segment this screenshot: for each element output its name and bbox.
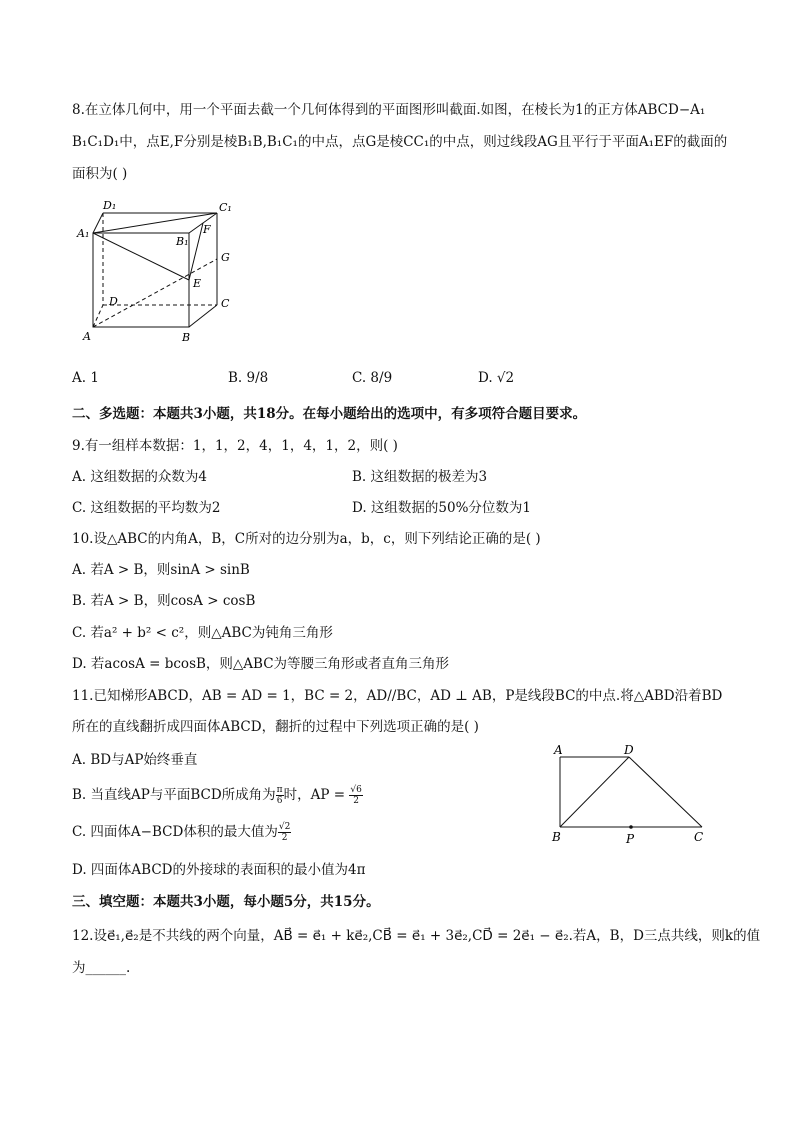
q9-stem: 9.有一组样本数据：1，1，2，4，1，4，1，2，则( ) <box>72 438 398 454</box>
fraction-pi-6: $\frac{\pi}{6}$ <box>276 785 283 806</box>
trap-label-P: P <box>626 832 635 846</box>
q9-option-b: B. 这组数据的极差为3 <box>352 469 488 485</box>
trap-label-B: B <box>552 830 561 844</box>
q10-option-a: A. 若A > B，则sinA > sinB <box>72 562 250 578</box>
q9-option-c: C. 这组数据的平均数为2 <box>72 500 221 516</box>
q11-option-b-mid: 时，AP = <box>283 787 346 803</box>
q10-option-b: B. 若A > B，则cosA > cosB <box>72 593 256 609</box>
q9-option-d: D. 这组数据的50%分位数为1 <box>352 500 532 516</box>
q11-stem-1: 11.已知梯形ABCD，AB = AD = 1，BC = 2，AD//BC，AD ⊥ AB，P是线段BC的中点.将△ABD沿着BD <box>72 688 723 704</box>
q8-line-2: B₁C₁D₁中，点E,F分别是棱B₁B,B₁C₁的中点，点G是棱CC₁的中点，则过线段AG且平行于平面A₁EF的截面的 <box>72 134 728 150</box>
q11-option-c <box>72 822 291 843</box>
q8-option-b: B. 9/8 <box>228 370 269 386</box>
label-G: G <box>221 251 230 264</box>
q10-option-d: D. 若acosA = bcosB，则△ABC为等腰三角形或者直角三角形 <box>72 656 450 672</box>
q11-option-b-text: B. 当直线AP与平面BCD所成角为 <box>72 787 276 803</box>
q11-stem-2: 所在的直线翻折成四面体ABCD，翻折的过程中下列选项正确的是( ) <box>72 719 479 735</box>
fraction-sqrt6-2: $\frac{√6}{2}$ <box>350 785 362 806</box>
q10-option-c: C. 若a² + b² < c²，则△ABC为钝角三角形 <box>72 625 333 641</box>
q8-option-a: A. 1 <box>72 370 99 386</box>
q11-option-a: A. BD与AP始终垂直 <box>72 752 198 768</box>
label-B1: B₁ <box>176 235 189 248</box>
q12-line-1: 12.设e⃗₁,e⃗₂是不共线的两个向量，AB⃗ = e⃗₁ + ke⃗₂,CB⃗ = e⃗₁ + 3e⃗₂,CD⃗ = 2e⃗₁ − e⃗₂.若A，B，D三点共线，则k的值 <box>72 928 761 944</box>
cube-figure <box>75 195 245 345</box>
label-F: F <box>203 223 211 236</box>
label-D: D <box>109 295 118 308</box>
q11-option-c-text: C. 四面体A−BCD体积的最大值为 <box>72 824 278 840</box>
trapezoid-figure <box>548 740 718 850</box>
q8-line-1: 8.在立体几何中，用一个平面去截一个几何体得到的平面图形叫截面.如图，在棱长为1的正方体ABCD−A₁ <box>72 102 706 118</box>
label-D1: D₁ <box>103 199 117 212</box>
q8-option-d: D. √2 <box>478 370 515 386</box>
label-A1: A₁ <box>77 227 90 240</box>
trap-label-A: A <box>554 743 563 757</box>
trap-label-D: D <box>624 743 634 757</box>
trap-label-C: C <box>694 830 704 844</box>
q12-line-2: 为______. <box>72 960 131 976</box>
q8-line-3: 面积为( ) <box>72 166 128 182</box>
q9-option-a: A. 这组数据的众数为4 <box>72 469 207 485</box>
q8-option-c: C. 8/9 <box>352 370 393 386</box>
label-B: B <box>182 331 191 344</box>
fraction-sqrt2-2: $\frac{√2}{2}$ <box>278 822 291 843</box>
q11-option-b <box>72 785 363 806</box>
label-C1: C₁ <box>219 201 232 214</box>
section-2-heading: 二、多选题：本题共3小题，共18分。在每小题给出的选项中，有多项符合题目要求。 <box>72 406 587 422</box>
section-3-heading: 三、填空题：本题共3小题，每小题5分，共15分。 <box>72 894 380 910</box>
label-C: C <box>221 297 230 310</box>
q10-stem: 10.设△ABC的内角A，B，C所对的边分别为a，b，c，则下列结论正确的是( ) <box>72 531 541 547</box>
label-A: A <box>83 330 91 343</box>
q11-option-d: D. 四面体ABCD的外接球的表面积的最小值为4π <box>72 862 366 878</box>
label-E: E <box>193 277 202 290</box>
